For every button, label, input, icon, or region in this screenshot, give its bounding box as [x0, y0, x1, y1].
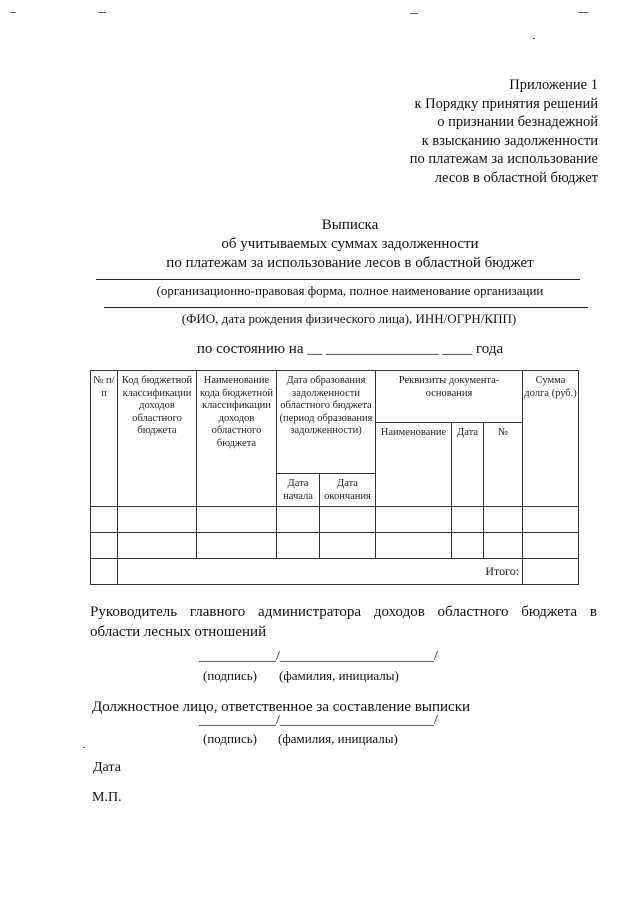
table-cell[interactable]	[484, 507, 523, 533]
date-label: Дата	[93, 760, 121, 775]
table-cell[interactable]	[452, 533, 484, 559]
table-row	[91, 507, 579, 533]
appendix-block	[338, 76, 598, 187]
header-debt-date: Дата образования задолженности областного бюджета (период образования задолженности)	[277, 371, 376, 474]
table-cell[interactable]	[484, 533, 523, 559]
table-cell[interactable]	[91, 533, 118, 559]
table-cell[interactable]	[91, 507, 118, 533]
table-cell[interactable]	[197, 507, 277, 533]
header-doc-number: №	[484, 423, 523, 507]
official-signature-text: Должностное лицо, ответственное за составление выписки	[92, 699, 471, 715]
header-start-date: Дата начала	[277, 474, 320, 507]
table-cell[interactable]	[320, 507, 376, 533]
header-budget-code: Код бюджетной классификации доходов областного бюджета	[118, 371, 197, 507]
scan-speck	[98, 12, 106, 13]
scan-speck	[533, 38, 535, 39]
table-cell[interactable]	[277, 533, 320, 559]
official-signature-line[interactable]: ___________/______________________/	[199, 713, 438, 728]
appendix-line: о признании безнадежной	[437, 114, 598, 130]
table-cell[interactable]	[197, 533, 277, 559]
header-doc-requisites: Реквизиты документа-основания	[376, 371, 523, 423]
as-of-date-line: по состоянию на __ _______________ ____ года	[196, 341, 504, 357]
table-cell	[91, 559, 118, 585]
title-line-1: Выписка	[321, 217, 379, 233]
table-cell[interactable]	[523, 533, 579, 559]
title-line-3: по платежам за использование лесов в областной бюджет	[166, 255, 534, 271]
table-cell[interactable]	[118, 507, 197, 533]
head-signature-line[interactable]: ___________/______________________/	[199, 649, 438, 664]
table-cell[interactable]	[523, 507, 579, 533]
organization-caption: (организационно-правовая форма, полное наименование организации	[156, 283, 544, 298]
title-line-2: об учитываемых суммах задолженности	[221, 236, 479, 252]
official-name-caption: (фамилия, инициалы)	[278, 731, 398, 746]
table-cell[interactable]	[376, 533, 452, 559]
scan-speck	[578, 12, 588, 13]
head-signature-text-2: области лесных отношений	[90, 624, 267, 640]
document-title	[0, 216, 640, 273]
head-sign-caption: (подпись)	[203, 668, 257, 683]
head-name-caption: (фамилия, инициалы)	[279, 668, 399, 683]
table-row	[91, 533, 579, 559]
stamp-label: М.П.	[92, 790, 122, 805]
appendix-line: по платежам за использование	[409, 151, 598, 167]
total-label: Итого:	[118, 559, 523, 585]
head-signature-text: Руководитель главного администратора доходов областного бюджета в	[90, 604, 597, 620]
table-cell[interactable]	[118, 533, 197, 559]
header-doc-name: Наименование	[376, 423, 452, 507]
header-num: № п/п	[91, 371, 118, 507]
header-code-name: Наименование кода бюджетной классификации доходов областного бюджета	[197, 371, 277, 507]
header-doc-date: Дата	[452, 423, 484, 507]
person-caption: (ФИО, дата рождения физического лица), ИНН/ОГРН/КПП)	[181, 311, 517, 326]
header-amount: Сумма долга (руб.)	[523, 371, 579, 507]
total-row	[91, 559, 579, 585]
official-sign-caption: (подпись)	[203, 731, 257, 746]
person-field-line	[104, 307, 588, 308]
appendix-line: к Порядку принятия решений	[414, 95, 598, 112]
appendix-line: лесов в областной бюджет	[434, 169, 598, 186]
appendix-line: к взысканию задолженности	[421, 132, 598, 149]
appendix-line: Приложение 1	[509, 77, 598, 93]
organization-field-line	[96, 279, 580, 280]
scan-speck	[410, 13, 418, 14]
scan-speck	[10, 12, 16, 13]
table-cell[interactable]	[452, 507, 484, 533]
table-cell[interactable]	[320, 533, 376, 559]
debt-table	[90, 370, 579, 585]
table-cell[interactable]	[376, 507, 452, 533]
scan-speck	[83, 747, 85, 748]
total-amount-cell[interactable]	[523, 559, 579, 585]
header-end-date: Дата окончания	[320, 474, 376, 507]
table-cell[interactable]	[277, 507, 320, 533]
